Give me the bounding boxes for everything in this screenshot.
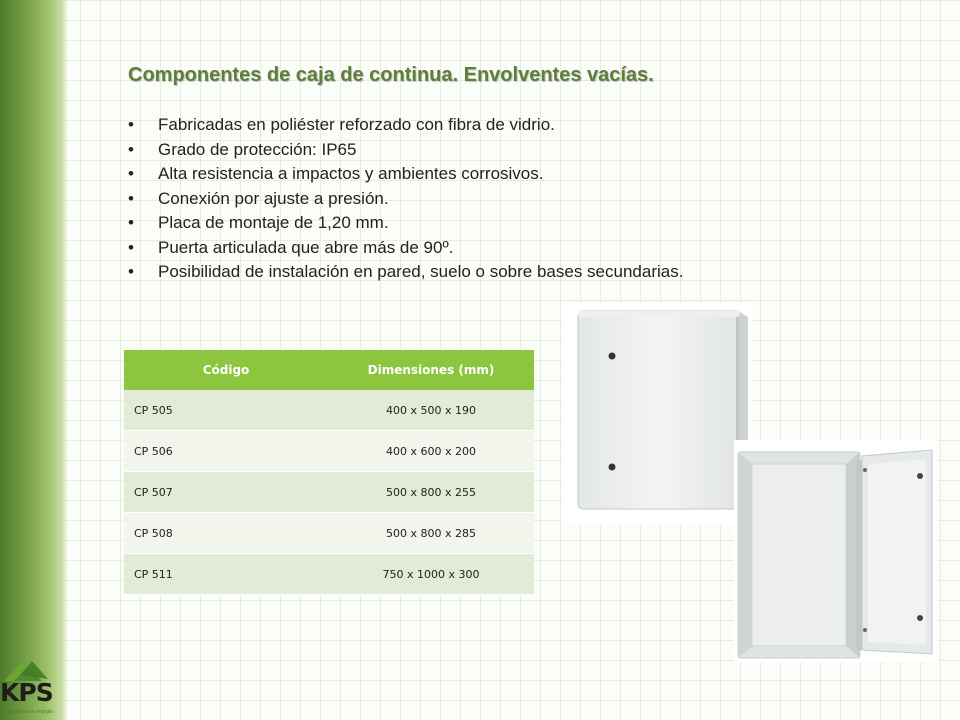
table-header-row — [124, 350, 534, 390]
bullet-item: • Fabricadas en poliéster reforzado con fibra de vidrio. — [128, 113, 683, 138]
cell-dimensions: 750 x 1000 x 300 — [328, 554, 534, 595]
cell-dimensions: 500 x 800 x 255 — [328, 472, 534, 513]
cell-dimensions: 500 x 800 x 285 — [328, 513, 534, 554]
cell-code: CP 511 — [124, 554, 328, 595]
bullet-item: • Puerta articulada que abre más de 90º. — [128, 236, 683, 261]
bullet-item: • Alta resistencia a impactos y ambientes corrosivos. — [128, 162, 683, 187]
closed-cabinet-photo — [562, 303, 752, 525]
cell-dimensions: 400 x 600 x 200 — [328, 431, 534, 472]
open-cabinet-photo — [734, 440, 938, 662]
table-row — [124, 554, 534, 595]
table-row — [124, 472, 534, 513]
bullet-list — [128, 113, 683, 285]
header-codigo: Código — [124, 350, 328, 390]
sidebar-band — [0, 0, 62, 720]
bullet-item: • Grado de protección: IP65 — [128, 138, 683, 163]
bullet-item: • Placa de montaje de 1,20 mm. — [128, 211, 683, 236]
table-row — [124, 431, 534, 472]
table-row — [124, 513, 534, 554]
bullet-item: • Posibilidad de instalación en pared, suelo o sobre bases secundarias. — [128, 260, 683, 285]
slide-title: Componentes de caja de continua. Envolventes vacías. — [128, 64, 654, 86]
cell-code: CP 507 — [124, 472, 328, 513]
cell-dimensions: 400 x 500 x 190 — [328, 390, 534, 431]
cell-code: CP 505 — [124, 390, 328, 431]
open-cabinet-image — [734, 440, 938, 662]
logo-subtext: soluciones en energía — [4, 709, 53, 715]
bullet-item: • Conexión por ajuste a presión. — [128, 187, 683, 212]
dimensions-table — [124, 350, 534, 595]
cell-code: CP 506 — [124, 431, 328, 472]
table-row — [124, 390, 534, 431]
header-dimensiones: Dimensiones (mm) — [328, 350, 534, 390]
logo-text: KPS — [0, 678, 53, 707]
cell-code: CP 508 — [124, 513, 328, 554]
closed-cabinet-image — [562, 303, 752, 525]
